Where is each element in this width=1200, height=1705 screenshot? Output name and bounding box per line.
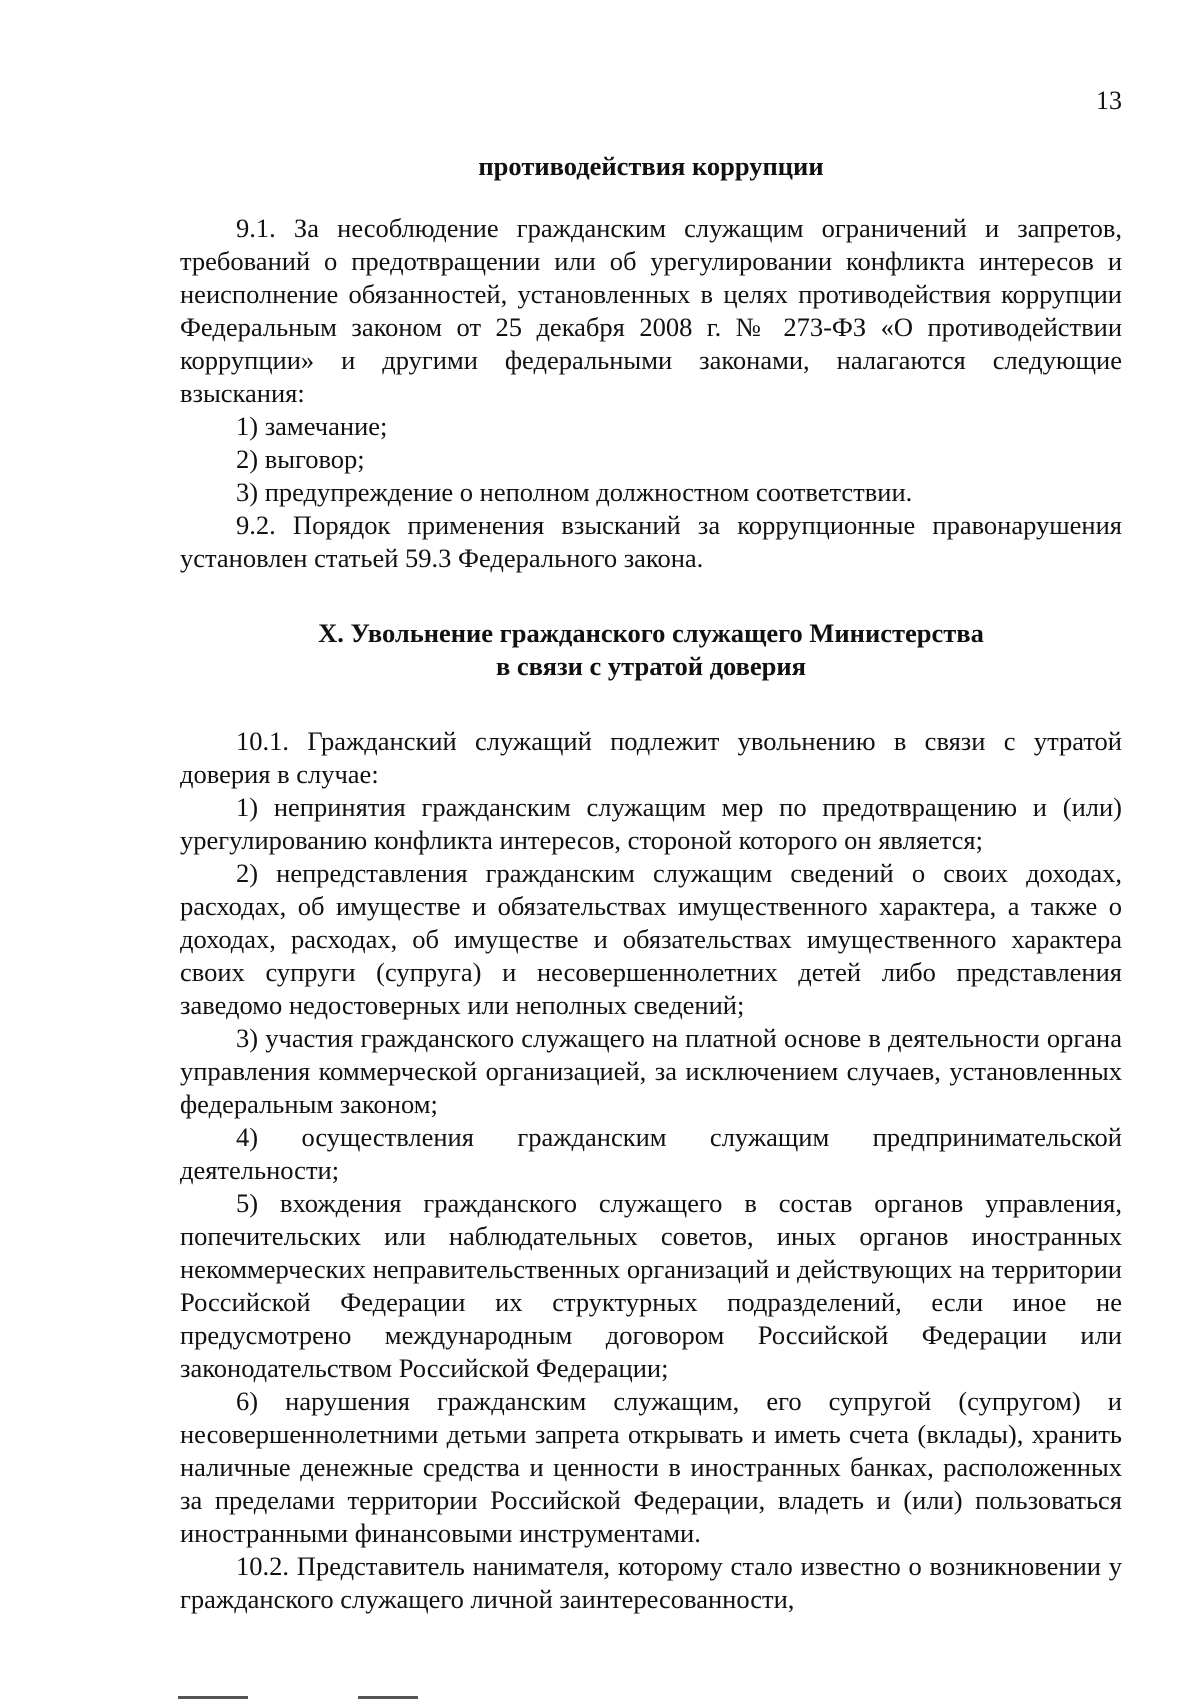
paragraph-10-1: 10.1. Гражданский служащий подлежит увольнению в связи с утратой доверия в случае: xyxy=(180,726,1122,789)
footer-mark xyxy=(178,1696,248,1699)
list-item-10-1-1: 1) непринятия гражданским служащим мер по предотвращению и (или) урегулированию конфликта интересов, стороной которого он является; xyxy=(180,792,1122,855)
list-item-10-1-6: 6) нарушения гражданским служащим, его супругой (супругом) и несовершеннолетними детьми запрета открывать и иметь счета (вклады), хранить наличные денежные средства и ценности в иностранных банках, расположенных за пределами территории Российской Федерации, владеть и (или) пользоваться иностранными финансовыми инструментами. xyxy=(180,1386,1122,1548)
section-heading-x-line1: X. Увольнение гражданского служащего Министерства xyxy=(318,618,984,648)
list-item-9-1-3: 3) предупреждение о неполном должностном соответствии. xyxy=(236,477,913,507)
paragraph-9-1: 9.1. За несоблюдение гражданским служащим ограничений и запретов, требований о предотвращении или об урегулировании конфликта интересов и неисполнение обязанностей, установленных в целях противодействия коррупции Федеральным законом от 25 декабря 2008 г. № 273-ФЗ «О противодействии коррупции» и другими федеральными законами, налагаются следующие взыскания: xyxy=(180,213,1122,408)
paragraph-9-2: 9.2. Порядок применения взысканий за коррупционные правонарушения установлен статьей 59.3 Федерального закона. xyxy=(180,510,1122,573)
list-item-10-1-3: 3) участия гражданского служащего на платной основе в деятельности органа управления коммерческой организацией, за исключением случаев, установленных федеральным законом; xyxy=(180,1023,1122,1119)
document-body xyxy=(180,150,1122,1616)
section-heading-continued: противодействия коррупции xyxy=(478,151,824,181)
list-item-9-1-2: 2) выговор; xyxy=(236,444,365,474)
section-heading-x xyxy=(180,617,1122,683)
list-item-10-1-2: 2) непредставления гражданским служащим сведений о своих доходах, расходах, об имуществе и обязательствах имущественного характера, а также о доходах, расходах, об имуществе и обязательствах имущественного характера своих супруги (супруга) и несовершеннолетних детей либо представления заведомо недостоверных или неполных сведений; xyxy=(180,858,1122,1020)
section-heading-x-line2: в связи с утратой доверия xyxy=(495,651,807,681)
paragraph-10-2: 10.2. Представитель нанимателя, которому стало известно о возникновении у гражданского служащего личной заинтересованности, xyxy=(180,1551,1122,1614)
page-number: 13 xyxy=(1096,86,1122,115)
footer-mark xyxy=(358,1696,418,1699)
list-item-10-1-4: 4) осуществления гражданским служащим предпринимательской деятельности; xyxy=(180,1122,1122,1185)
list-item-9-1-1: 1) замечание; xyxy=(236,411,388,441)
footer-scan-marks xyxy=(178,1690,438,1704)
list-item-10-1-5: 5) вхождения гражданского служащего в состав органов управления, попечительских или наблюдательных советов, иных органов иностранных некоммерческих неправительственных организаций и действующих на территории Российской Федерации их структурных подразделений, если иное не предусмотрено международным договором Российской Федерации или законодательством Российской Федерации; xyxy=(180,1188,1122,1383)
